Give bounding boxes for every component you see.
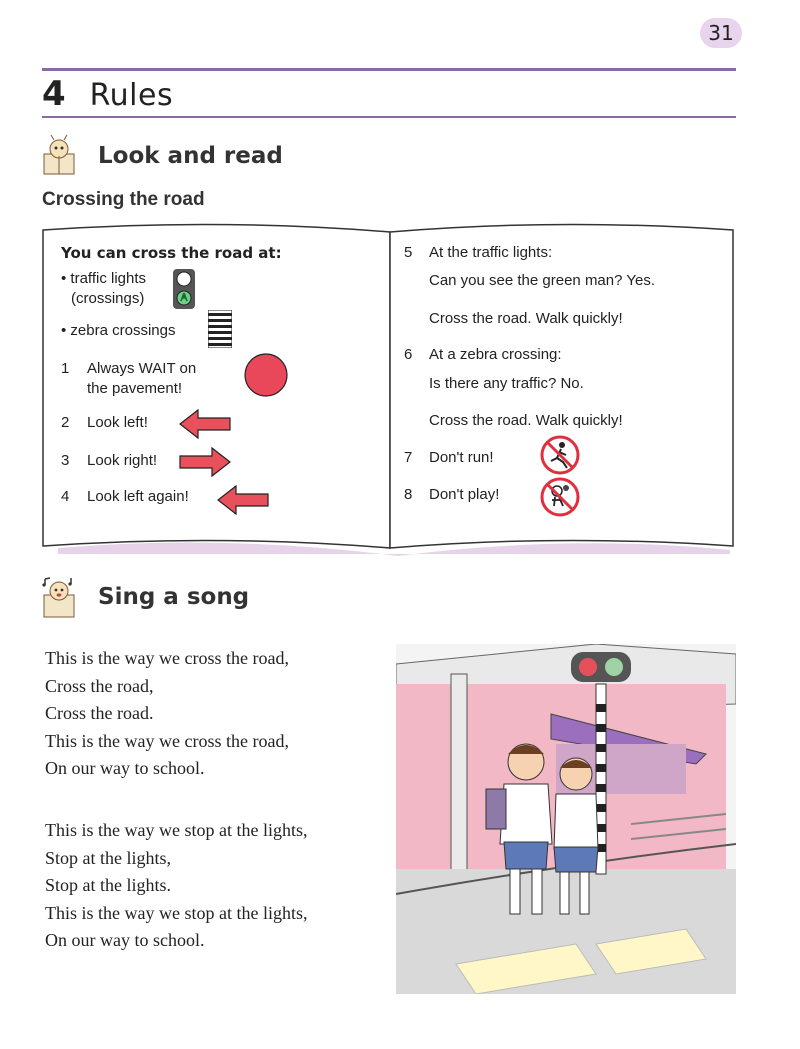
song-line: Stop at the lights, xyxy=(45,847,171,868)
step-2-text: Look left! xyxy=(87,414,148,431)
step-6-line3: Cross the road. Walk quickly! xyxy=(429,412,623,429)
zebra-crossing-icon xyxy=(208,310,232,348)
look-and-read-heading xyxy=(42,134,283,178)
step-5-number: 5 xyxy=(404,244,413,261)
traffic-light-icon xyxy=(172,268,196,310)
page-number: 31 xyxy=(700,18,742,48)
bottom-rule xyxy=(42,116,736,118)
sing-a-song-title: Sing a song xyxy=(98,584,250,610)
bullet-traffic-lights: • traffic lights xyxy=(61,270,147,287)
song-line: This is the way we stop at the lights, xyxy=(45,820,308,840)
chapter-title: Rules xyxy=(89,78,174,113)
no-playing-icon xyxy=(539,476,581,518)
song-line: This is the way we cross the road, xyxy=(45,648,289,668)
song-line: Stop at the lights. xyxy=(45,875,171,895)
step-5-line3: Cross the road. Walk quickly! xyxy=(429,310,623,327)
step-1-line2: the pavement! xyxy=(87,380,183,397)
step-5-line2: Can you see the green man? Yes. xyxy=(429,272,655,289)
arrow-left-icon xyxy=(178,408,232,440)
arrow-left-again-icon xyxy=(216,484,270,516)
chapter-number: 4 xyxy=(42,74,66,114)
no-running-icon xyxy=(539,434,581,476)
step-8-number: 8 xyxy=(404,486,413,503)
chapter-heading xyxy=(42,74,173,118)
top-rule xyxy=(42,68,736,71)
song-line: Cross the road. xyxy=(45,703,154,723)
song-line: This is the way we cross the road, xyxy=(45,730,289,751)
bullet-zebra-crossings: • zebra crossings xyxy=(61,322,176,339)
song-line: On our way to school. xyxy=(45,930,205,950)
reading-mascot-icon xyxy=(42,134,76,178)
singing-mascot-icon xyxy=(42,575,76,619)
step-6-line1: At a zebra crossing: xyxy=(429,346,562,363)
stop-circle-icon xyxy=(243,352,289,398)
step-4-text: Look left again! xyxy=(87,488,189,505)
step-7-text: Don't run! xyxy=(429,449,494,466)
step-3-number: 3 xyxy=(61,452,70,469)
bullet-crossings: (crossings) xyxy=(71,290,145,307)
step-1-number: 1 xyxy=(61,360,70,377)
crossing-subtitle: Crossing the road xyxy=(42,189,205,210)
left-page-heading: You can cross the road at: xyxy=(61,244,282,262)
step-1-line1: Always WAIT on xyxy=(87,360,197,377)
step-4-number: 4 xyxy=(61,488,70,505)
step-2-number: 2 xyxy=(61,414,70,431)
arrow-right-icon xyxy=(178,446,232,478)
step-8-text: Don't play! xyxy=(429,486,500,503)
song-line: This is the way we stop at the lights, xyxy=(45,902,308,923)
sing-a-song-heading xyxy=(42,575,249,619)
step-3-text: Look right! xyxy=(87,452,158,469)
step-5-line1: At the traffic lights: xyxy=(429,244,553,261)
song-verse-2 xyxy=(45,817,307,955)
look-and-read-title: Look and read xyxy=(98,143,283,169)
children-crossing-illustration xyxy=(396,644,736,994)
song-verse-1 xyxy=(45,645,289,783)
song-line: On our way to school. xyxy=(45,758,205,778)
step-6-number: 6 xyxy=(404,346,413,363)
song-line: Cross the road, xyxy=(45,675,154,696)
step-7-number: 7 xyxy=(404,449,413,466)
step-6-line2: Is there any traffic? No. xyxy=(429,375,584,392)
